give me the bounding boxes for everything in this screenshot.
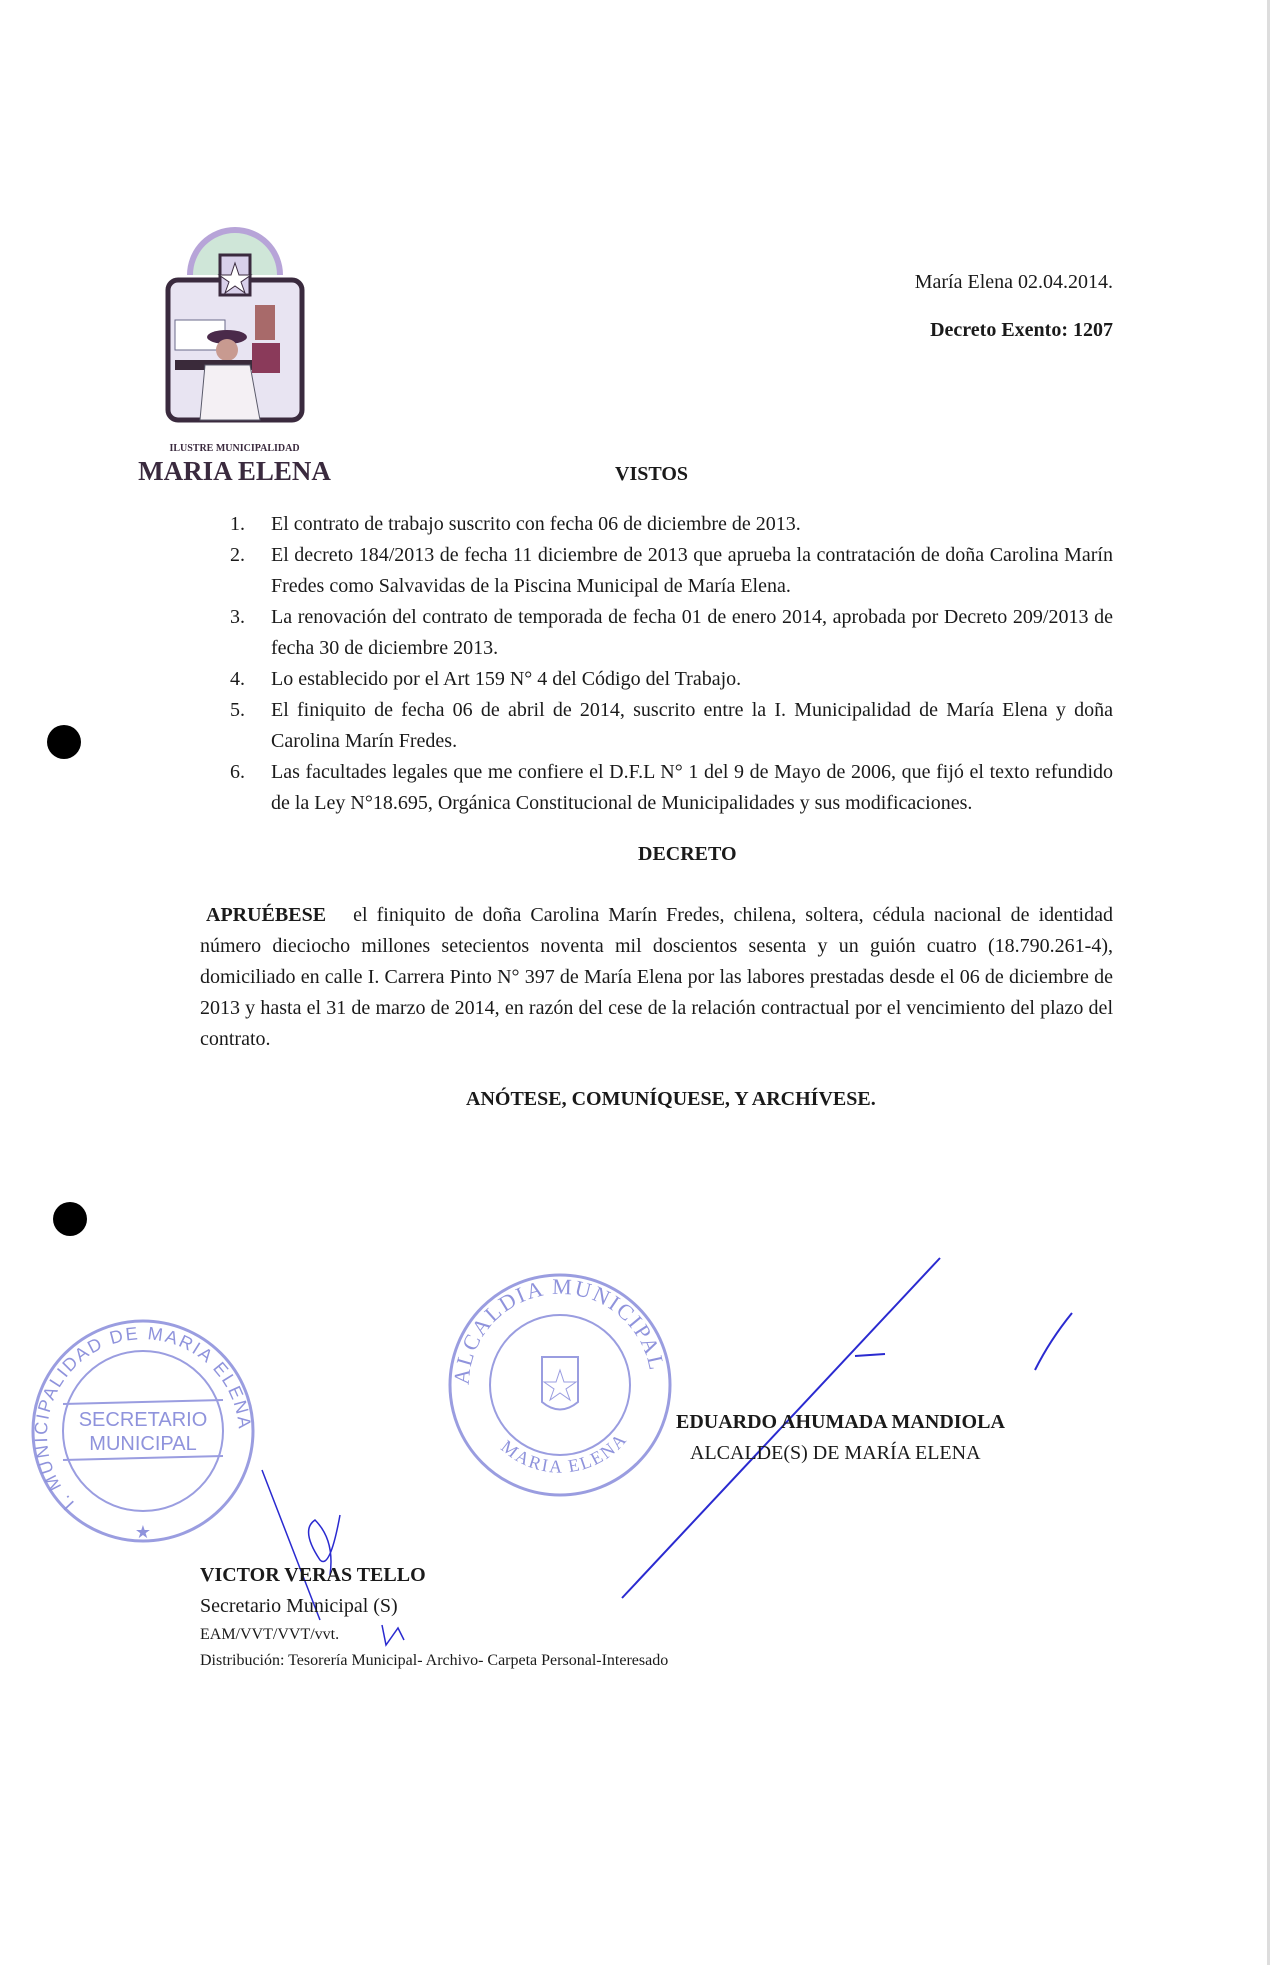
svg-text:MARIA ELENA: MARIA ELENA — [497, 1428, 632, 1477]
reference-initials: EAM/VVT/VVT/vvt. — [200, 1626, 340, 1643]
decree-lead: APRUÉBESE — [206, 904, 327, 926]
list-item: 1. El contrato de trabajo suscrito con fecha 06 de diciembre de 2013. — [230, 513, 801, 535]
list-item: 5. El finiquito de fecha 06 de abril de 2014, suscrito entre la I. Municipalidad de María Elena y doña Carolina Marín Fredes. — [230, 699, 1113, 752]
decree-number: Decreto Exento: 1207 — [930, 319, 1113, 341]
vistos-heading: VISTOS — [615, 463, 689, 485]
svg-text:MUNICIPAL: MUNICIPAL — [89, 1433, 197, 1455]
svg-text:SECRETARIO: SECRETARIO — [78, 1409, 208, 1431]
decreto-heading: DECRETO — [638, 843, 737, 865]
logo-name: MARIA ELENA — [138, 456, 331, 486]
list-item: 2. El decreto 184/2013 de fecha 11 diciembre de 2013 que aprueba la contratación de doña Carolina Marín Fredes como Salvavidas de la Piscina Municipal de María Elena. — [230, 544, 1113, 597]
document-date: María Elena 02.04.2014. — [914, 271, 1113, 293]
distribution-list: Distribución: Tesorería Municipal- Archivo- Carpeta Personal-Interesado — [200, 1652, 669, 1669]
logo-top-text: ILUSTRE MUNICIPALIDAD — [169, 443, 300, 454]
list-item: 3. La renovación del contrato de temporada de fecha 01 de enero 2014, aprobada por Decreto 209/2013 de fecha 30 de diciembre 2013. — [230, 606, 1113, 659]
secretary-name: VICTOR VERAS TELLO — [200, 1564, 426, 1586]
secretary-title: Secretario Municipal (S) — [200, 1595, 398, 1617]
list-item: 4. Lo establecido por el Art 159 N° 4 del Código del Trabajo. — [230, 668, 742, 690]
mayor-title: ALCALDE(S) DE MARÍA ELENA — [690, 1442, 981, 1464]
closing-formula: ANÓTESE, COMUNÍQUESE, Y ARCHÍVESE. — [466, 1088, 876, 1110]
list-item: 6. Las facultades legales que me confiere el D.F.L N° 1 del 9 de Mayo de 2006, que fijó el texto refundido de la Ley N°18.695, Orgánica Constitucional de Municipalidades y sus modificaciones. — [230, 761, 1113, 814]
decree-text: el finiquito de doña Carolina Marín Fredes, chilena, soltera, cédula nacional de identidad número dieciocho millones setecientos noventa mil doscientos sesenta y un guión cuatro (18.790.261-4), domiciliado en calle I. Carrera Pinto N° 397 de María Elena por las labores prestadas desde el 06 de diciembre de 2013 y hasta el 31 de marzo de 2014, en razón del cese de la relación contractual por el vencimiento del plazo del contrato. — [200, 904, 1118, 1050]
svg-text:ALCALDIA MUNICIPAL: ALCALDIA MUNICIPAL — [448, 1273, 671, 1386]
mayor-name: EDUARDO AHUMADA MANDIOLA — [676, 1411, 1005, 1433]
svg-text:I. MUNICIPALIDAD DE MARIA ELEN: I. MUNICIPALIDAD DE MARIA ELENA — [30, 1323, 256, 1514]
svg-text:★: ★ — [134, 1522, 152, 1542]
